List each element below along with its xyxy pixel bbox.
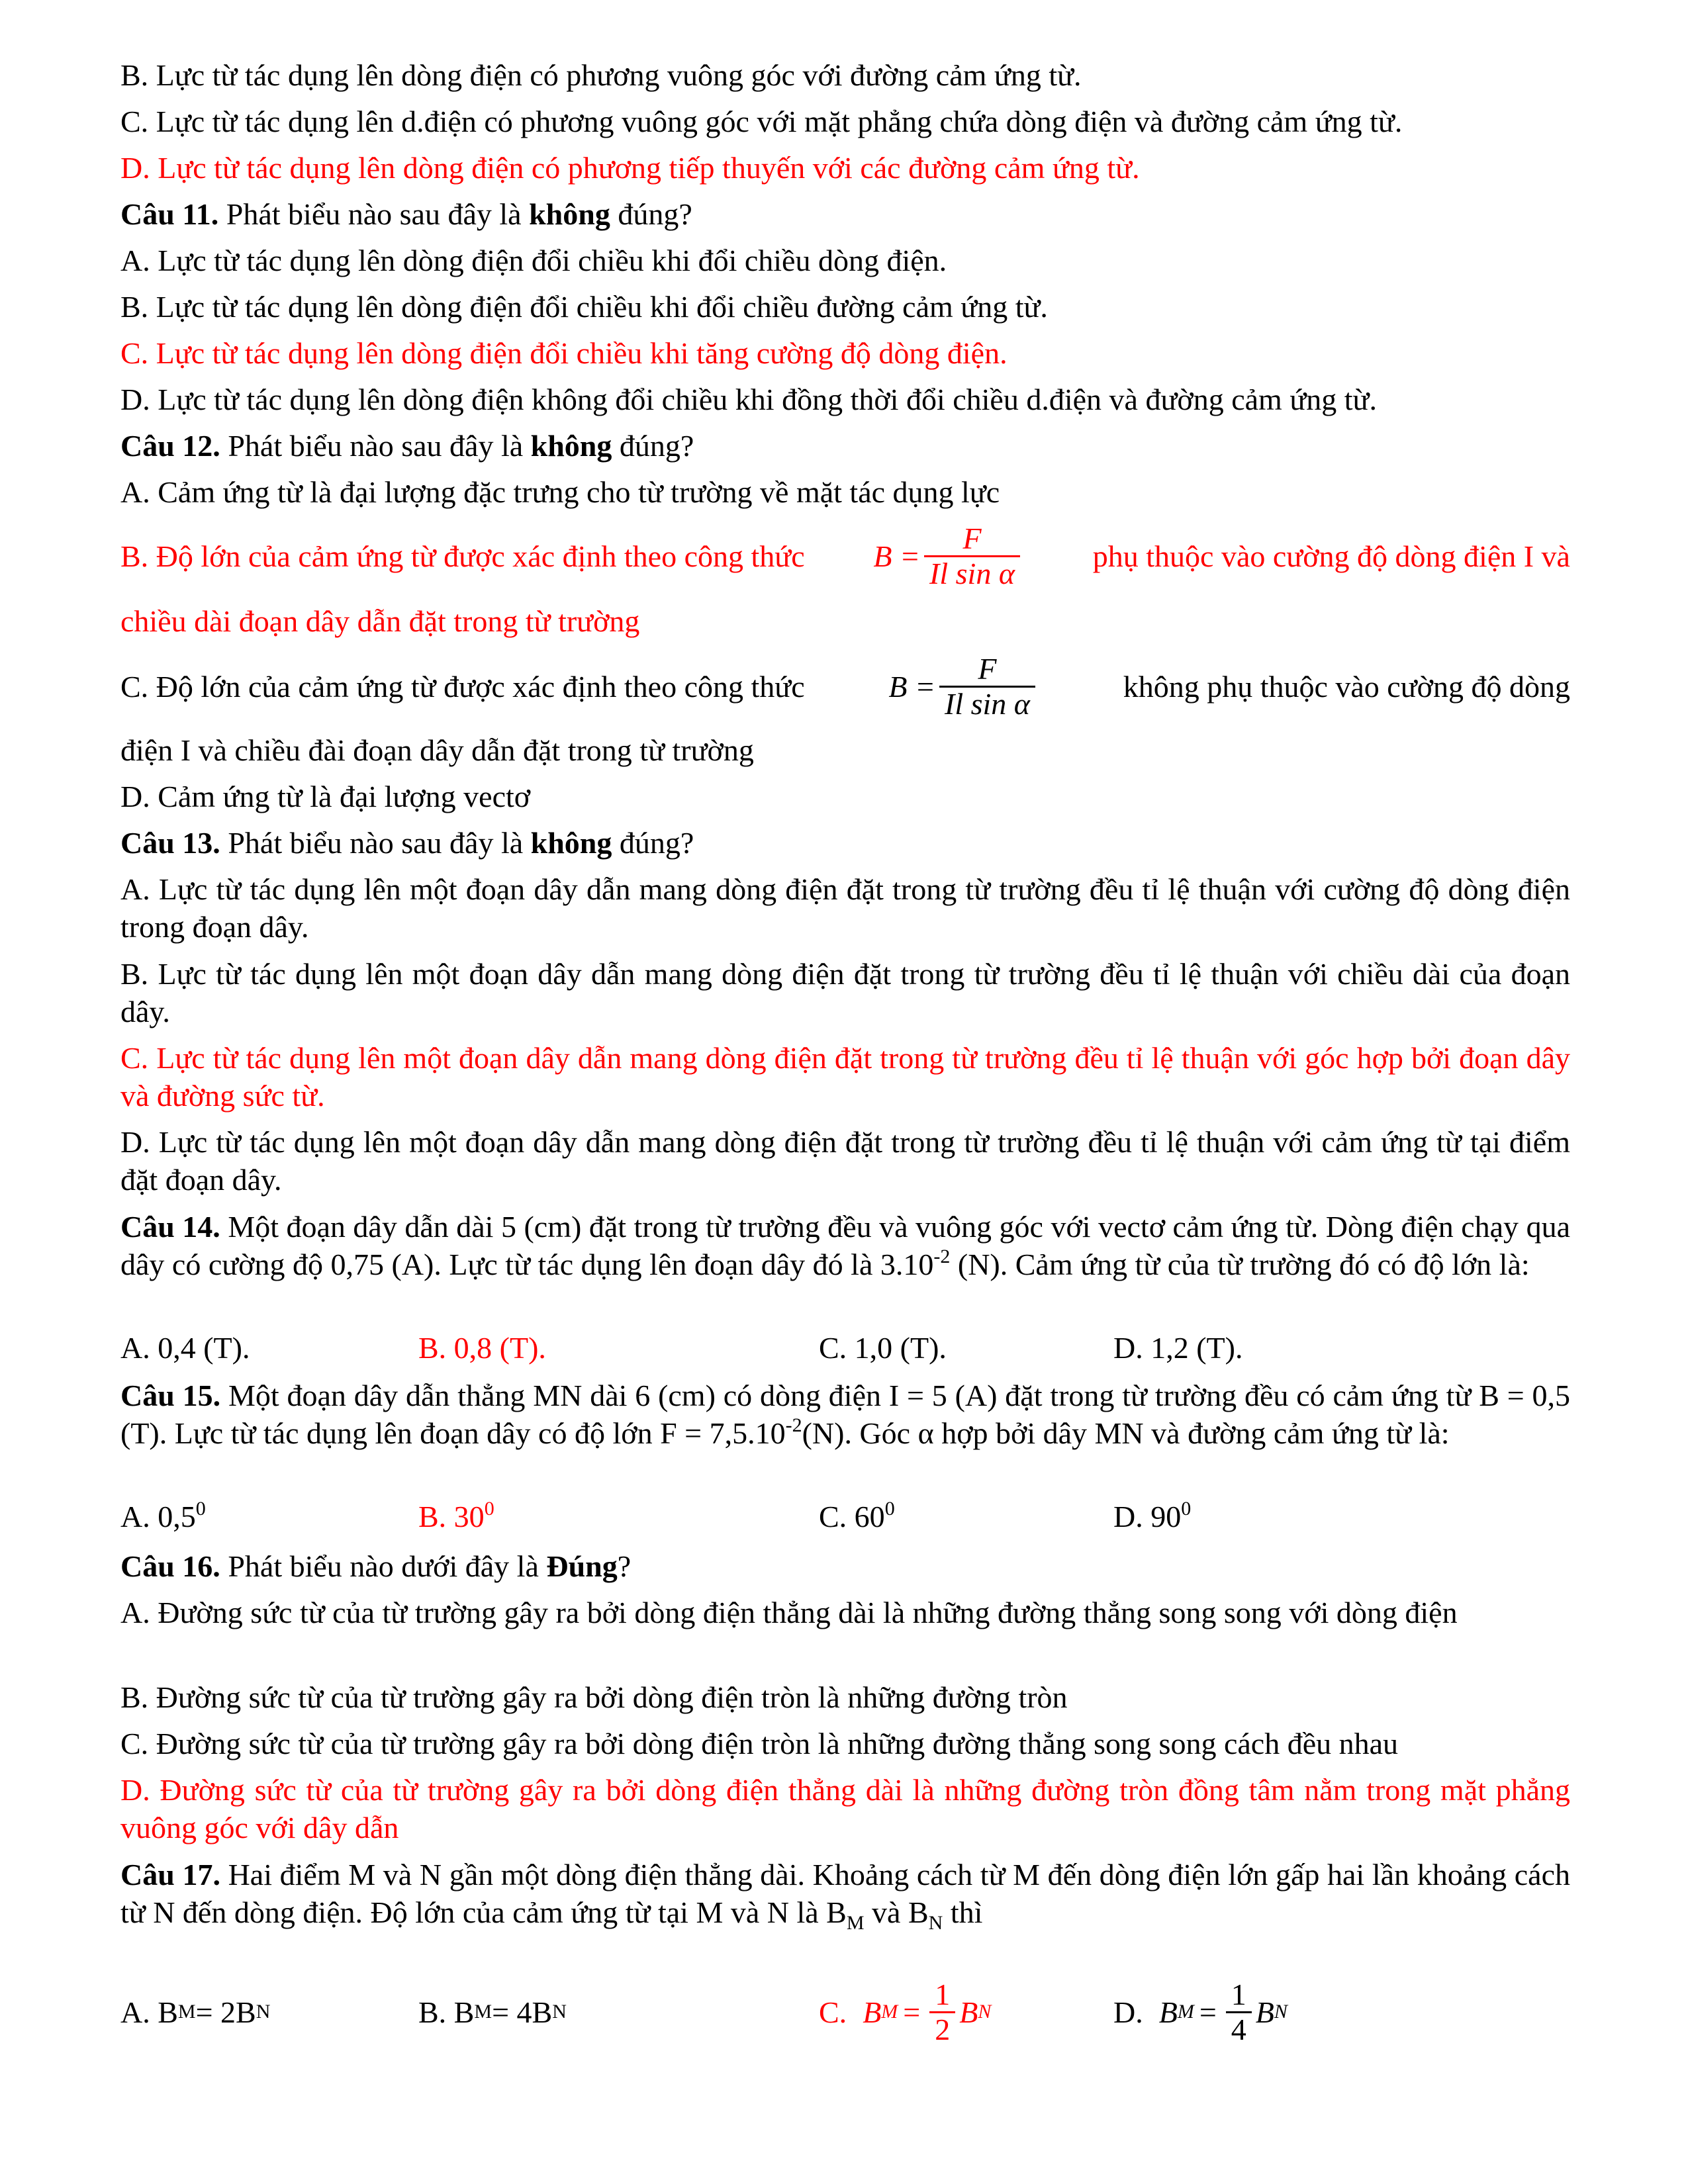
q13-question [120,824,1570,862]
b-letter: B [1158,1995,1178,2029]
q13-text: Phát biểu nào sau đây là [220,826,531,860]
equals-sign: = [1199,1995,1217,2029]
q16-option-d: D. Đường sức từ của từ trường gây ra bởi dòng điện thẳng dài là những đường tròn đồng tâm nằm trong mặt phẳng vuông góc với dây dẫn [120,1773,1570,1844]
fraction-denominator: 4 [1226,2011,1252,2046]
q15-option-c-text: C. 60 [819,1500,885,1533]
fraction-quarter [1226,1978,1252,2046]
q13-text-end: đúng? [612,826,694,860]
formula-denominator: Il sin α [939,686,1035,721]
q14-question [120,1208,1570,1283]
q14-option-a: A. 0,4 (T). [120,1331,250,1365]
degree-mark: 0 [484,1498,494,1520]
q12-option-c [120,650,1570,723]
q15-option-c [819,1498,895,1535]
q17-text-and: và B [864,1895,929,1929]
q12-option-c-continuation: điện I và chiều đài đoạn dây dẫn đặt trong từ trường [120,733,754,767]
q11-text: Phát biểu nào sau đây là [218,197,530,231]
formula-numerator: F [978,651,997,686]
equals-sign: = [903,1995,921,2029]
q17-option-c: C. B M = $\frac{1}{2}$ B N [819,1977,992,2046]
formula-lhs: B = [888,669,936,704]
q15-text: Một đoạn dây dẫn thẳng MN dài 6 (cm) có dòng điện I = 5 (A) đặt trong từ trường đều có cảm ứng từ B = 0,5 (T). Lực từ tác dụng lên đoạn dây có độ lớn F = 7,5.10 [120,1379,1570,1450]
b-letter: B [1255,1995,1274,2029]
q17-label: Câu 17. [120,1858,220,1891]
q16-option-a: A. Đường sức từ của từ trường gây ra bởi dòng điện thẳng dài là những đường thẳng song song với dòng điện [120,1596,1458,1629]
q12-option-b [120,520,1570,592]
fraction-numerator: 1 [1231,1977,1246,2011]
q10-option-c: C. Lực từ tác dụng lên d.điện có phương vuông góc với mặt phẳng chứa dòng điện và đường cảm ứng từ. [120,105,1403,138]
q17-option-a: A. B M = 2B N [120,1972,270,2052]
q14-text-end: (N). Cảm ứng từ của từ trường đó có độ lớn là: [950,1248,1530,1281]
q13-emphasis: không [530,826,612,860]
q17-option-b: B. B M = 4B N [418,1972,567,2052]
q15-exponent: -2 [785,1414,802,1436]
q10-option-b: B. Lực từ tác dụng lên dòng điện có phương vuông góc với đường cảm ứng từ. [120,58,1082,92]
q14-label: Câu 14. [120,1210,220,1244]
degree-mark: 0 [1181,1498,1192,1520]
degree-mark: 0 [884,1498,895,1520]
b-letter: B [863,1995,882,2029]
q17-text: Hai điểm M và N gần một dòng điện thẳng dài. Khoảng cách từ M đến dòng điện lớn gấp hai lần khoảng cách từ N đến dòng điện. Độ lớn của cảm ứng từ tại M và N là B [120,1858,1571,1929]
q15-label: Câu 15. [120,1379,221,1412]
degree-mark: 0 [195,1498,206,1520]
q13-option-b: B. Lực từ tác dụng lên một đoạn dây dẫn mang dòng điện đặt trong từ trường đều tỉ lệ thuận với chiều dài của đoạn dây. [120,957,1570,1028]
q12-option-b-formula [873,522,1024,590]
fraction-numerator: 1 [935,1977,951,2011]
q14-text: Một đoạn dây dẫn dài 5 (cm) đặt trong từ trường đều và vuông góc với vectơ cảm ứng từ. Dòng điện chạy qua dây có cường độ 0,75 (A). Lực từ tác dụng lên đoạn dây đó là 3.10 [120,1210,1570,1281]
formula-fraction [939,653,1035,721]
q11-text-end: đúng? [610,197,692,231]
q17-option-b-text: B. B [418,1995,475,2029]
q15-option-a [120,1498,206,1535]
q17-sub-m: M [846,1912,865,1934]
formula-numerator: F [962,521,982,555]
q13-option-d: D. Lực từ tác dụng lên một đoạn dây dẫn mang dòng điện đặt trong từ trường đều tỉ lệ thuận với cảm ứng từ tại điểm đặt đoạn dây. [120,1125,1570,1197]
q15-option-b-text: B. 30 [418,1500,485,1533]
q12-option-a: A. Cảm ứng từ là đại lượng đặc trưng cho từ trường về mặt tác dụng lực [120,475,1000,509]
q12-option-b-text-end: phụ thuộc vào cường độ dòng điện I và [1092,539,1570,573]
q13-option-c: C. Lực từ tác dụng lên một đoạn dây dẫn mang dòng điện đặt trong từ trường đều tỉ lệ thuận với góc hợp bởi đoạn dây và đường sức từ. [120,1041,1570,1113]
q11-option-d: D. Lực từ tác dụng lên dòng điện không đổi chiều khi đồng thời đổi chiều d.điện và đường cảm ứng từ. [120,383,1377,416]
q12-option-b-continuation: chiều dài đoạn dây dẫn đặt trong từ trường [120,604,640,638]
q12-emphasis: không [530,429,612,463]
q16-emphasis: Đúng [546,1549,618,1583]
q14-option-d: D. 1,2 (T). [1113,1331,1243,1365]
q11-question [120,195,1570,233]
q14-option-c: C. 1,0 (T). [819,1331,947,1365]
q16-option-c: C. Đường sức từ của từ trường gây ra bởi dòng điện tròn là những đường thẳng song song cách đều nhau [120,1727,1399,1760]
q15-text-end: (N). Góc α hợp bởi dây MN và đường cảm ứng từ là: [802,1416,1450,1450]
q17-question [120,1856,1571,1934]
b-letter: B [959,1995,978,2029]
q13-label: Câu 13. [120,826,220,860]
q14-option-b: B. 0,8 (T). [418,1331,546,1365]
q15-option-b [418,1498,494,1535]
q12-text: Phát biểu nào sau đây là [220,429,531,463]
formula-fraction [924,522,1020,590]
q13-option-a: A. Lực từ tác dụng lên một đoạn dây dẫn mang dòng điện đặt trong từ trường đều tỉ lệ thuận với cường độ dòng điện trong đoạn dây. [120,872,1570,944]
q15-option-a-text: A. 0,5 [120,1500,196,1533]
q12-label: Câu 12. [120,429,220,463]
q17-text-end: thì [943,1895,983,1929]
q15-option-d-text: D. 90 [1113,1500,1182,1533]
q15-question [120,1377,1570,1452]
q16-label: Câu 16. [120,1549,220,1583]
formula-lhs: B = [873,539,921,573]
q12-option-c-text: C. Độ lớn của cảm ứng từ được xác định theo công thức [120,669,805,704]
q12-option-d: D. Cảm ứng từ là đại lượng vectơ [120,780,531,813]
q17-option-c-label: C. [819,1995,847,2029]
fraction-half [929,1978,955,2046]
q11-label: Câu 11. [120,197,219,231]
q11-option-b: B. Lực từ tác dụng lên dòng điện đổi chiều khi đổi chiều đường cảm ứng từ. [120,290,1048,324]
q16-text-end: ? [617,1549,632,1583]
q10-option-d: D. Lực từ tác dụng lên dòng điện có phương tiếp thuyến với các đường cảm ứng từ. [120,151,1140,185]
formula-denominator: Il sin α [924,555,1020,590]
q16-option-b: B. Đường sức từ của từ trường gây ra bởi dòng điện tròn là những đường tròn [120,1680,1068,1714]
q14-exponent: -2 [933,1246,951,1267]
q17-option-d-label: D. [1113,1995,1143,2029]
q12-option-b-text: B. Độ lớn của cảm ứng từ được xác định theo công thức [120,539,805,573]
q16-text: Phát biểu nào dưới đây là [220,1549,547,1583]
fraction-denominator: 2 [929,2011,955,2046]
q12-text-end: đúng? [612,429,694,463]
q12-option-c-formula [888,653,1039,721]
q17-sub-n: N [928,1912,943,1934]
q16-question [120,1547,1570,1585]
q12-option-c-text-end: không phụ thuộc vào cường độ dòng [1123,669,1570,704]
q12-question [120,427,1570,465]
q11-option-c: C. Lực từ tác dụng lên dòng điện đổi chiều khi tăng cường độ dòng điện. [120,336,1008,370]
q17-option-b-mid: = 4B [492,1995,553,2029]
q17-option-d: D. B M = $\frac{1}{4}$ B N [1113,1977,1288,2046]
q11-option-a: A. Lực từ tác dụng lên dòng điện đổi chiều khi đổi chiều dòng điện. [120,244,947,277]
q11-emphasis: không [529,197,610,231]
q15-option-d [1113,1498,1191,1535]
q17-option-a-mid: = 2B [195,1995,256,2029]
q17-option-a-text: A. B [120,1995,178,2029]
